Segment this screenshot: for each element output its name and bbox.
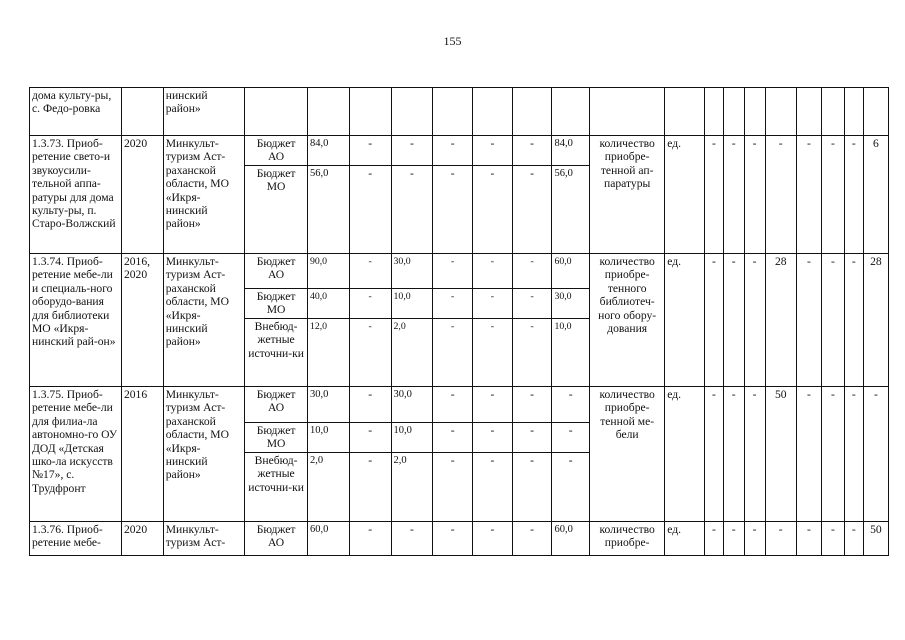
target-cell: - (723, 522, 744, 556)
year-value-cell: - (433, 289, 473, 319)
target-cell: - (704, 522, 723, 556)
year-value-cell: - (433, 136, 473, 166)
year-value-cell: - (552, 453, 590, 522)
target-cell: - (796, 254, 821, 387)
year-value-cell: - (349, 522, 391, 556)
year-value-cell: 10,0 (391, 423, 433, 453)
year-value-cell: 10,0 (552, 319, 590, 387)
year-value-cell: - (473, 254, 513, 289)
target-cell: - (765, 522, 796, 556)
target-cell: - (704, 254, 723, 387)
years-cell: 2020 (121, 522, 163, 556)
funding-source-cell: Бюджет МО (245, 166, 308, 254)
year-value-cell: - (433, 166, 473, 254)
year-value-cell: - (433, 254, 473, 289)
year-value-cell: - (391, 166, 433, 254)
unit-cell: ед. (665, 254, 705, 387)
total-cell: 2,0 (307, 453, 349, 522)
activity-name-cell: 1.3.76. Приоб-ретение мебе- (30, 522, 122, 556)
years-cell: 2016 (121, 387, 163, 522)
table-row (30, 88, 889, 136)
total-cell: 84,0 (307, 136, 349, 166)
year-value-cell: 10,0 (391, 289, 433, 319)
target-cell: 50 (765, 387, 796, 522)
total-cell: 30,0 (307, 387, 349, 423)
activity-name-cell: 1.3.75. Приоб-ретение мебе-ли для филиа-ла автономно-го ОУ ДОД «Детская шко-ла искусств №17», с. Трудфронт (30, 387, 122, 522)
executor-cell: Минкульт-туризм Аст- (163, 522, 245, 556)
table-row (30, 387, 889, 423)
year-value-cell: - (349, 254, 391, 289)
funding-source-cell: Бюджет МО (245, 289, 308, 319)
year-value-cell: - (473, 453, 513, 522)
year-value-cell: - (512, 387, 552, 423)
year-value-cell: - (473, 319, 513, 387)
indicator-cell: количество приобре-тенной ап-паратуры (590, 136, 665, 254)
funding-source-cell: Бюджет АО (245, 136, 308, 166)
funding-source-cell: Бюджет МО (245, 423, 308, 453)
year-value-cell: - (349, 136, 391, 166)
year-value-cell: - (473, 136, 513, 166)
year-value-cell: 2,0 (391, 453, 433, 522)
years-cell: 2016, 2020 (121, 254, 163, 387)
year-value-cell: - (473, 522, 513, 556)
year-value-cell: - (512, 453, 552, 522)
target-cell: - (744, 387, 765, 522)
target-cell: - (821, 136, 844, 254)
target-cell: - (723, 254, 744, 387)
years-cell: 2020 (121, 136, 163, 254)
target-cell: - (796, 136, 821, 254)
year-value-cell: - (473, 387, 513, 423)
year-value-cell: - (391, 136, 433, 166)
target-cell: - (744, 522, 765, 556)
year-value-cell: - (512, 319, 552, 387)
funding-source-cell: Внебюд-жетные источни-ки (245, 319, 308, 387)
year-value-cell: - (433, 453, 473, 522)
year-value-cell: - (552, 423, 590, 453)
target-cell: - (844, 387, 863, 522)
year-value-cell: - (473, 423, 513, 453)
executor-cell: Минкульт-туризм Аст-раханской области, МО «Икря-нинский район» (163, 136, 245, 254)
activity-name-cell: 1.3.74. Приоб-ретение мебе-ли и специаль-ного оборудо-вания для библиотеки МО «Икря-нинский рай-он» (30, 254, 122, 387)
target-cell: 50 (863, 522, 888, 556)
table-row (30, 254, 889, 289)
year-value-cell: - (433, 522, 473, 556)
executor-cell: Минкульт-туризм Аст-раханской области, МО «Икря-нинский район» (163, 254, 245, 387)
target-cell: - (744, 136, 765, 254)
indicator-cell: количество приобре-тенной ме-бели (590, 387, 665, 522)
executor-cell: Минкульт-туризм Аст-раханской области, МО «Икря-нинский район» (163, 387, 245, 522)
year-value-cell: - (473, 166, 513, 254)
year-value-cell: 60,0 (552, 522, 590, 556)
funding-source-cell: Бюджет АО (245, 387, 308, 423)
total-cell: 56,0 (307, 166, 349, 254)
target-cell: - (704, 136, 723, 254)
table-row (30, 522, 889, 556)
year-value-cell: 60,0 (552, 254, 590, 289)
executor-cell: нинский район» (163, 88, 245, 136)
table-row (30, 136, 889, 166)
year-value-cell: 30,0 (391, 387, 433, 423)
year-value-cell: - (512, 136, 552, 166)
year-value-cell: - (433, 423, 473, 453)
year-value-cell: - (391, 522, 433, 556)
target-cell: 6 (863, 136, 888, 254)
total-cell: 10,0 (307, 423, 349, 453)
year-value-cell: 30,0 (391, 254, 433, 289)
year-value-cell: 84,0 (552, 136, 590, 166)
year-value-cell: - (433, 387, 473, 423)
target-cell: - (844, 522, 863, 556)
year-value-cell: 56,0 (552, 166, 590, 254)
year-value-cell: - (349, 423, 391, 453)
target-cell: - (704, 387, 723, 522)
year-value-cell: - (349, 166, 391, 254)
year-value-cell: - (512, 166, 552, 254)
target-cell: - (723, 387, 744, 522)
target-cell: - (796, 522, 821, 556)
target-cell: - (821, 522, 844, 556)
funding-source-cell: Бюджет АО (245, 254, 308, 289)
year-value-cell: 30,0 (552, 289, 590, 319)
target-cell: - (821, 254, 844, 387)
total-cell: 12,0 (307, 319, 349, 387)
total-cell: 60,0 (307, 522, 349, 556)
total-cell: 90,0 (307, 254, 349, 289)
activity-name-cell: дома культу-ры, с. Федо-ровка (30, 88, 122, 136)
year-value-cell: - (349, 453, 391, 522)
unit-cell: ед. (665, 387, 705, 522)
target-cell: - (723, 136, 744, 254)
target-cell: - (744, 254, 765, 387)
funding-source-cell: Бюджет АО (245, 522, 308, 556)
year-value-cell: - (512, 423, 552, 453)
indicator-cell: количество приобре- (590, 522, 665, 556)
year-value-cell: - (349, 289, 391, 319)
unit-cell: ед. (665, 136, 705, 254)
unit-cell: ед. (665, 522, 705, 556)
funding-source-cell: Внебюд-жетные источни-ки (245, 453, 308, 522)
target-cell: 28 (765, 254, 796, 387)
target-cell: - (844, 254, 863, 387)
total-cell: 40,0 (307, 289, 349, 319)
year-value-cell: - (473, 289, 513, 319)
activity-name-cell: 1.3.73. Приоб-ретение свето-и звукоусили-тельной аппа-ратуры для дома культу-ры, п. Старо-Волжский (30, 136, 122, 254)
target-cell: 28 (863, 254, 888, 387)
page-number: 155 (443, 34, 462, 48)
year-value-cell: - (349, 387, 391, 423)
year-value-cell: - (552, 387, 590, 423)
year-value-cell: - (433, 319, 473, 387)
indicator-cell: количество приобре-тенного библиотеч-ного обору-дования (590, 254, 665, 387)
year-value-cell: - (512, 254, 552, 289)
target-cell: - (844, 136, 863, 254)
program-activities-table (29, 87, 889, 556)
year-value-cell: 2,0 (391, 319, 433, 387)
year-value-cell: - (512, 289, 552, 319)
year-value-cell: - (512, 522, 552, 556)
target-cell: - (863, 387, 888, 522)
target-cell: - (765, 136, 796, 254)
year-value-cell: - (349, 319, 391, 387)
target-cell: - (796, 387, 821, 522)
target-cell: - (821, 387, 844, 522)
